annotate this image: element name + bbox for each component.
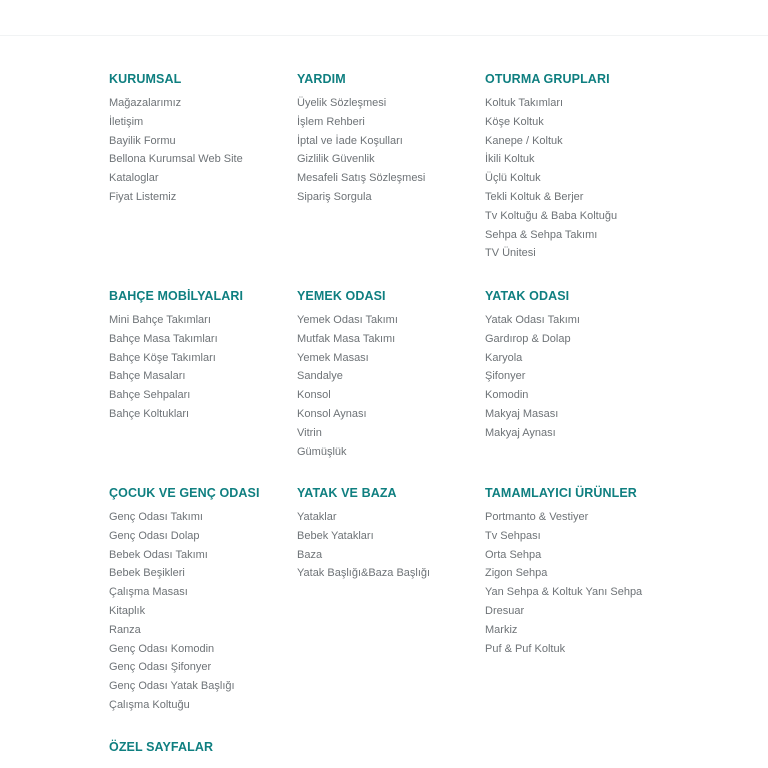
footer-link[interactable]: Mutfak Masa Takımı — [297, 332, 396, 345]
section-yatak-ve-baza — [297, 486, 472, 583]
section-title: TAMAMLAYICI ÜRÜNLER — [485, 486, 637, 500]
footer-link[interactable]: Bebek Beşikleri — [109, 567, 185, 580]
section-ozel-sayfalar — [109, 740, 284, 762]
footer-link[interactable]: Yemek Odası Takımı — [297, 314, 398, 326]
footer-link[interactable]: Yatak Odası Takımı — [485, 314, 580, 326]
footer-link[interactable]: Bayilik Formu — [109, 134, 176, 147]
footer-link[interactable]: Yemek Masası — [297, 351, 369, 364]
footer-link[interactable]: İkili Koltuk — [485, 153, 535, 166]
footer-link[interactable]: Konsol — [297, 389, 331, 402]
footer-link[interactable]: Baza — [297, 548, 323, 561]
section-title: YARDIM — [297, 72, 346, 86]
footer-link[interactable]: Gardırop & Dolap — [485, 332, 571, 345]
section-link-list — [485, 311, 660, 443]
footer-link[interactable]: Kanepe / Koltuk — [485, 134, 563, 147]
section-title: YEMEK ODASI — [297, 289, 386, 303]
section-link-list — [485, 94, 660, 263]
section-bahce-mobilyalari — [109, 289, 284, 424]
footer-link[interactable]: Sipariş Sorgula — [297, 190, 372, 203]
section-kurumsal — [109, 72, 284, 207]
section-title: OTURMA GRUPLARI — [485, 72, 610, 86]
section-yardim — [297, 72, 472, 207]
footer-link[interactable]: Köşe Koltuk — [485, 115, 544, 128]
footer-link[interactable]: TV Ünitesi — [485, 247, 536, 260]
footer-link[interactable]: İşlem Rehberi — [297, 115, 365, 128]
footer-link[interactable]: İptal ve İade Koşulları — [297, 134, 403, 147]
section-link-list — [109, 508, 284, 715]
footer-link[interactable]: Zigon Sehpa — [485, 567, 548, 580]
footer-link[interactable]: Kataloglar — [109, 172, 159, 185]
footer-link[interactable]: Bahçe Sehpaları — [109, 389, 191, 402]
section-link-list — [109, 311, 284, 424]
footer-link[interactable]: Çalışma Koltuğu — [109, 698, 190, 711]
footer-link[interactable]: Vitrin — [297, 426, 322, 439]
footer-link[interactable]: Koltuk Takımları — [485, 97, 564, 109]
footer-link[interactable]: Sandalye — [297, 370, 343, 383]
footer-link[interactable]: Kitaplık — [109, 604, 146, 617]
footer-link[interactable]: Makyaj Aynası — [485, 426, 556, 439]
footer-link[interactable]: Tv Koltuğu & Baba Koltuğu — [485, 209, 618, 222]
section-title: ÇOCUK VE GENÇ ODASI — [109, 486, 260, 500]
footer-link[interactable]: Karyola — [485, 351, 523, 364]
footer-link[interactable]: Üyelik Sözleşmesi — [297, 97, 387, 109]
footer-link[interactable]: Markiz — [485, 623, 518, 636]
footer-link[interactable]: Makyaj Masası — [485, 407, 559, 420]
section-tamamlayici-urunler — [485, 486, 660, 658]
section-cocuk-ve-genc-odasi — [109, 486, 284, 715]
footer-link[interactable]: Genç Odası Şifonyer — [109, 661, 212, 674]
footer-link[interactable]: Tekli Koltuk & Berjer — [485, 190, 584, 203]
footer-link[interactable]: Bahçe Köşe Takımları — [109, 351, 216, 364]
footer-link[interactable]: Ranza — [109, 623, 141, 636]
footer-link[interactable]: Konsol Aynası — [297, 407, 367, 420]
footer-link[interactable]: Yatak Başlığı&Baza Başlığı — [297, 567, 431, 580]
footer-link[interactable]: Genç Odası Takımı — [109, 511, 203, 523]
footer-link[interactable]: Gümüşlük — [297, 445, 347, 458]
section-title: BAHÇE MOBİLYALARI — [109, 289, 244, 303]
footer-link[interactable]: Genç Odası Dolap — [109, 529, 200, 542]
footer-link[interactable]: Tv Sehpası — [485, 529, 541, 542]
footer-link[interactable]: Sehpa & Sehpa Takımı — [485, 228, 598, 241]
section-link-list — [297, 311, 472, 461]
section-link-list — [297, 508, 472, 583]
footer-link[interactable]: Bellona Kurumsal Web Site — [109, 153, 243, 166]
footer-link[interactable]: Orta Sehpa — [485, 548, 542, 561]
footer-link[interactable]: Fiyat Listemiz — [109, 190, 177, 203]
footer-link[interactable]: Mağazalarımız — [109, 97, 182, 109]
footer-link[interactable]: Şifonyer — [485, 370, 526, 383]
section-title: KURUMSAL — [109, 72, 182, 86]
section-title: YATAK ODASI — [485, 289, 570, 303]
footer-link[interactable]: Yan Sehpa & Koltuk Yanı Sehpa — [485, 586, 643, 599]
section-title: YATAK VE BAZA — [297, 486, 397, 500]
section-link-list — [485, 508, 660, 658]
footer-link[interactable]: Genç Odası Yatak Başlığı — [109, 680, 235, 693]
footer-link[interactable]: Bahçe Masa Takımları — [109, 332, 218, 345]
footer-link[interactable]: Bebek Yatakları — [297, 529, 374, 542]
footer-link[interactable]: Dresuar — [485, 604, 525, 617]
footer-link[interactable]: İletişim — [109, 115, 144, 128]
section-oturma-gruplari — [485, 72, 660, 263]
top-divider — [0, 35, 768, 36]
footer-link[interactable]: Mesafeli Satış Sözleşmesi — [297, 172, 426, 185]
section-title: ÖZEL SAYFALAR — [109, 740, 214, 754]
section-link-list — [109, 94, 284, 207]
footer-link[interactable]: Yataklar — [297, 511, 337, 523]
footer-link[interactable]: Bahçe Koltukları — [109, 407, 190, 420]
footer-link[interactable]: Çalışma Masası — [109, 586, 188, 599]
footer-link[interactable]: Komodin — [485, 389, 529, 402]
footer-link[interactable]: Gizlilik Güvenlik — [297, 153, 375, 166]
footer-link[interactable]: Mini Bahçe Takımları — [109, 314, 211, 326]
footer-link[interactable]: Puf & Puf Koltuk — [485, 642, 566, 655]
section-link-list — [297, 94, 472, 207]
footer-link[interactable]: Üçlü Koltuk — [485, 172, 541, 185]
footer-link[interactable]: Genç Odası Komodin — [109, 642, 215, 655]
section-yemek-odasi — [297, 289, 472, 461]
footer-link[interactable]: Bahçe Masaları — [109, 370, 186, 383]
section-yatak-odasi — [485, 289, 660, 443]
footer-link[interactable]: Portmanto & Vestiyer — [485, 511, 589, 523]
footer-link[interactable]: Bebek Odası Takımı — [109, 548, 208, 561]
